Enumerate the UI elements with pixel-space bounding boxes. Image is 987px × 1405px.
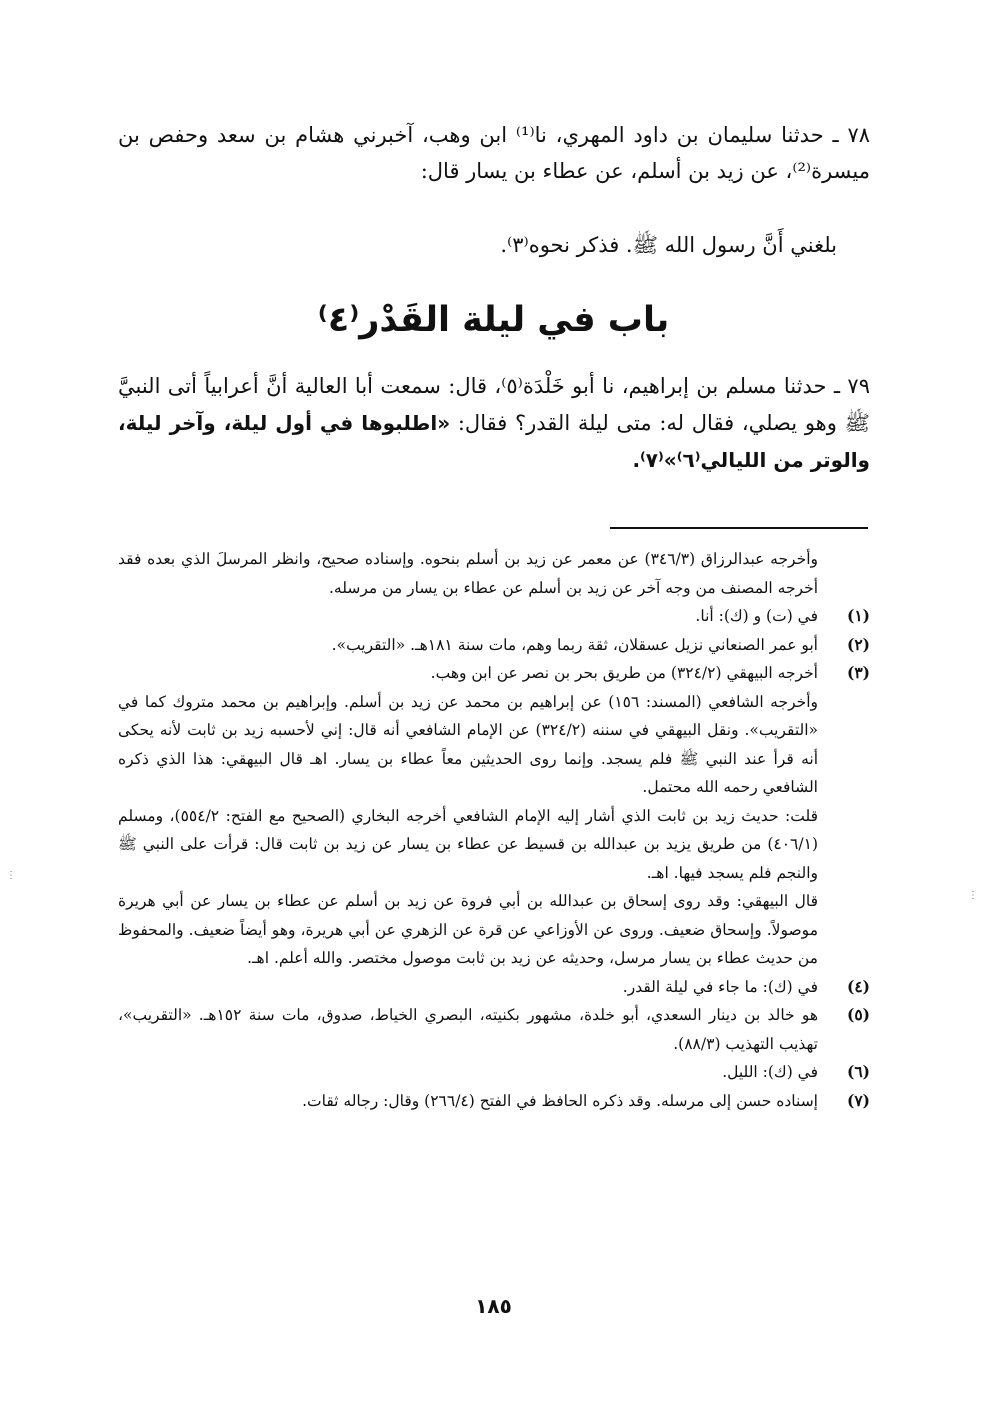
hadith-79 (118, 368, 870, 478)
chapter-title: باب في ليلة القَدْر⁽٤⁾ (317, 300, 670, 340)
footnote-text: في (ك): الليل. (722, 1063, 818, 1081)
footnote-text: هو خالد بن دينار السعدي، أبو خلدة، مشهور بكنيته، البصري الخياط، صدوق، مات سنة ١٥٢هـ. «التقريب»، تهذيب التهذيب (٨٨/٣). (118, 1006, 819, 1053)
footnote-6 (118, 1058, 870, 1087)
page-number: ١٨٥ (475, 1294, 512, 1318)
footnote-number: (٥) (846, 1005, 870, 1024)
footnote-3-paragraph-3: قال البيهقي: وقد روى إسحاق بن عبدالله بن أبي فروة عن زيد بن أسلم عن عطاء بن يسار عن أبي هريرة موصولاً. وإسحاق ضعيف. وروى عن الأوزاعي عن قرة عن الزهري عن أبي هريرة، وهو أيضاً ضعيف. والمحفوظ من حديث عطاء بن يسار مرسل، وحديثه عن زيد بن ثابت موصول مختصر. والله أعلم. اهـ. (118, 892, 818, 967)
footnote-number: (٢) (846, 634, 870, 654)
footnote-1 (118, 602, 870, 631)
footnote-4 (118, 973, 870, 1002)
footnote-text: أبو عمر الصنعاني نزيل عسقلان، ثقة ربما وهم، مات سنة ١٨١هـ. «التقريب». (331, 635, 818, 654)
footnotes (118, 545, 870, 1115)
footnote-3-paragraph-1: وأخرجه الشافعي (المسند: ١٥٦) عن إبراهيم بن محمد عن زيد بن أسلم. وإبراهيم بن محمد متروك كما في «التقريب». ونقل البيهقي في سننه (٣٢٤/٢) عن الإمام الشافعي أنه قال: إني لأحسبه زيد بن ثابت لأنه يحكى أنه قرأ عند النبي ﷺ فلم يسجد. وإنما روى الحديثين معاً عطاء بن يسار. اهـ قال البيهقي: هذا الذي ذكره الشافعي رحمه الله محتمل. (118, 692, 819, 796)
footnote-5 (118, 1001, 870, 1058)
footnote-intro: وأخرجه عبدالرزاق (٣٤٦/٣) عن معمر عن زيد بن أسلم بنحوه. وإسناده صحيح، وانظر المرسلَ الذي بعده فقد أخرجه المصنف من وجه آخر عن زيد بن أسلم عن عطاء بن يسار من مرسله. (118, 550, 818, 597)
footnote-text: أخرجه البيهقي (٣٢٤/٢) من طريق بحر بن نصر عن ابن وهب. (430, 664, 818, 682)
footnote-number: (٣) (846, 663, 870, 682)
footnote-3 (118, 659, 870, 688)
footnote-3-paragraph-2: قلت: حديث زيد بن ثابت الذي أشار إليه الإمام الشافعي أخرجه البخاري (الصحيح مع الفتح: ٥٥٤/٢)، ومسلم (٤٠٦/١) من طريق يزيد بن عبدالله بن قسيط عن عطاء بن يسار عن زيد بن ثابت قال: قرأت على النبي ﷺ والنجم فلم يسجد فيها. اهـ. (118, 806, 818, 882)
scan-margin-mark: ⋮ (968, 890, 978, 901)
footnote-2 (118, 631, 870, 660)
footnote-number: (١) (846, 606, 870, 625)
footnote-number: (٧) (846, 1090, 870, 1110)
scan-margin-mark: ⋮ (6, 870, 16, 881)
footnote-text: في (ت) و (ك): أنا. (695, 607, 818, 625)
hadith-78-last-line: بلغني أَنَّ رسول الله ﷺ. فذكر نحوه⁽٣⁾. (500, 233, 837, 257)
hadith-79-answer-prefix: فقال: (457, 410, 508, 435)
hadith-78-text: ٧٨ ـ حدثنا سليمان بن داود المهري، نا⁽¹⁾ ابن وهب، آخبرني هشام بن سعد وحفص بن ميسرة⁽²⁾، عن زيد بن أسلم، عن عطاء بن يسار قال: (118, 123, 870, 183)
footnote-text: في (ك): ما جاء في ليلة القدر. (622, 977, 818, 996)
footnote-divider (610, 527, 868, 529)
footnote-7 (118, 1087, 870, 1116)
hadith-79-answer: «اطلبوها في أول ليلة، وآخر ليلة، والوتر من الليالي⁽٦⁾»⁽٧⁾. (118, 410, 870, 472)
footnote-text: إسناده حسن إلى مرسله. وقد ذكره الحافظ في الفتح (٢٦٦/٤) وقال: رجاله ثقات. (302, 1091, 818, 1110)
footnote-number: (٤) (846, 976, 870, 996)
hadith-79-text: ٧٩ ـ حدثنا مسلم بن إبراهيم، نا أبو خَلْدَة⁽٥⁾، قال: سمعت أبا العالية أنَّ أعرابياً أتى النبيَّ ﷺ وهو يصلي، فقال له: متى ليلة القدر؟ (118, 374, 870, 435)
footnote-number: (٦) (846, 1062, 870, 1081)
